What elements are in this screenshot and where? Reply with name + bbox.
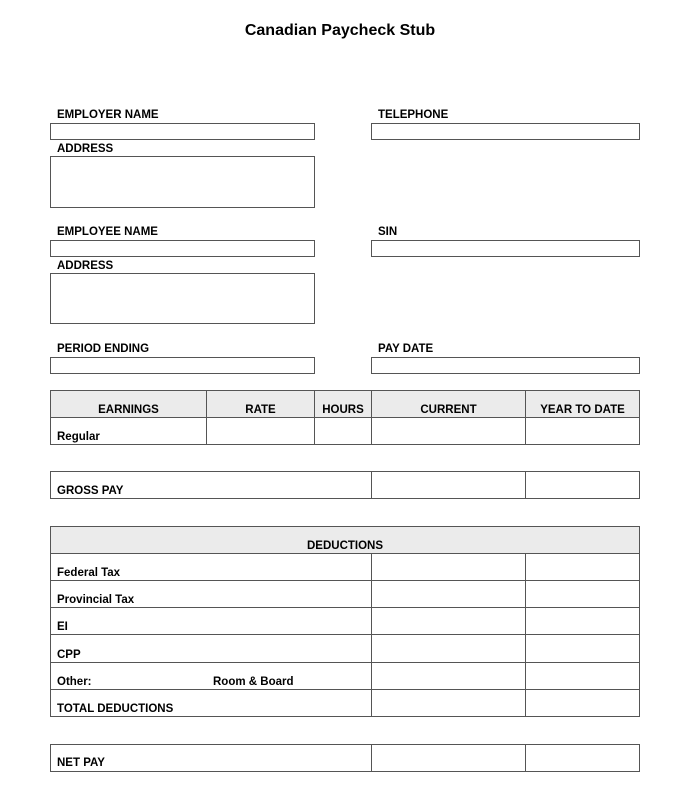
pay-date-label: PAY DATE: [378, 343, 434, 355]
federal-tax-current-cell[interactable]: [371, 553, 526, 581]
total-deductions-current-cell[interactable]: [371, 689, 526, 717]
employer-address-field[interactable]: [50, 156, 315, 208]
employee-name-label: EMPLOYEE NAME: [57, 226, 158, 238]
ei-label: EI: [57, 621, 68, 633]
current-header: CURRENT: [420, 404, 477, 416]
period-ending-label: PERIOD ENDING: [57, 343, 150, 355]
provincial-tax-current-cell[interactable]: [371, 580, 526, 608]
regular-rate-cell[interactable]: [206, 417, 315, 445]
ei-label-cell: [50, 607, 372, 635]
employer-name-field[interactable]: [50, 123, 315, 140]
employee-name-field[interactable]: [50, 240, 315, 257]
other-description: Room & Board: [213, 676, 294, 688]
ei-ytd-cell[interactable]: [525, 607, 640, 635]
gross-pay-current-cell[interactable]: [371, 471, 526, 499]
cpp-label: CPP: [57, 649, 81, 661]
sin-label: SIN: [378, 226, 398, 238]
rate-header: RATE: [245, 404, 276, 416]
telephone-label: TELEPHONE: [378, 109, 449, 121]
regular-hours-cell[interactable]: [314, 417, 372, 445]
gross-pay-ytd-cell[interactable]: [525, 471, 640, 499]
ytd-header: YEAR TO DATE: [540, 404, 625, 416]
gross-pay-label: GROSS PAY: [57, 485, 124, 497]
provincial-tax-label: Provincial Tax: [57, 594, 135, 606]
total-deductions-ytd-cell[interactable]: [525, 689, 640, 717]
employee-address-field[interactable]: [50, 273, 315, 324]
hours-header: HOURS: [322, 404, 364, 416]
provincial-tax-ytd-cell[interactable]: [525, 580, 640, 608]
net-pay-current-cell[interactable]: [371, 744, 526, 772]
employer-address-label: ADDRESS: [57, 143, 114, 155]
earnings-header: EARNINGS: [98, 404, 159, 416]
cpp-ytd-cell[interactable]: [525, 634, 640, 663]
pay-date-field[interactable]: [371, 357, 640, 374]
net-pay-ytd-cell[interactable]: [525, 744, 640, 772]
employee-address-label: ADDRESS: [57, 260, 114, 272]
regular-label: Regular: [57, 431, 100, 443]
sin-field[interactable]: [371, 240, 640, 257]
total-deductions-label: TOTAL DEDUCTIONS: [57, 703, 174, 715]
period-ending-field[interactable]: [50, 357, 315, 374]
other-current-cell[interactable]: [371, 662, 526, 690]
employer-name-label: EMPLOYER NAME: [57, 109, 159, 121]
regular-ytd-cell[interactable]: [525, 417, 640, 445]
ei-current-cell[interactable]: [371, 607, 526, 635]
federal-tax-ytd-cell[interactable]: [525, 553, 640, 581]
page-title: Canadian Paycheck Stub: [244, 22, 436, 39]
other-ytd-cell[interactable]: [525, 662, 640, 690]
net-pay-label: NET PAY: [57, 757, 105, 769]
regular-current-cell[interactable]: [371, 417, 526, 445]
other-label: Other:: [57, 676, 92, 688]
deductions-header: DEDUCTIONS: [306, 540, 384, 552]
federal-tax-label: Federal Tax: [57, 567, 121, 579]
other-label-cell: [50, 662, 372, 690]
telephone-field[interactable]: [371, 123, 640, 140]
cpp-label-cell: [50, 634, 372, 663]
cpp-current-cell[interactable]: [371, 634, 526, 663]
